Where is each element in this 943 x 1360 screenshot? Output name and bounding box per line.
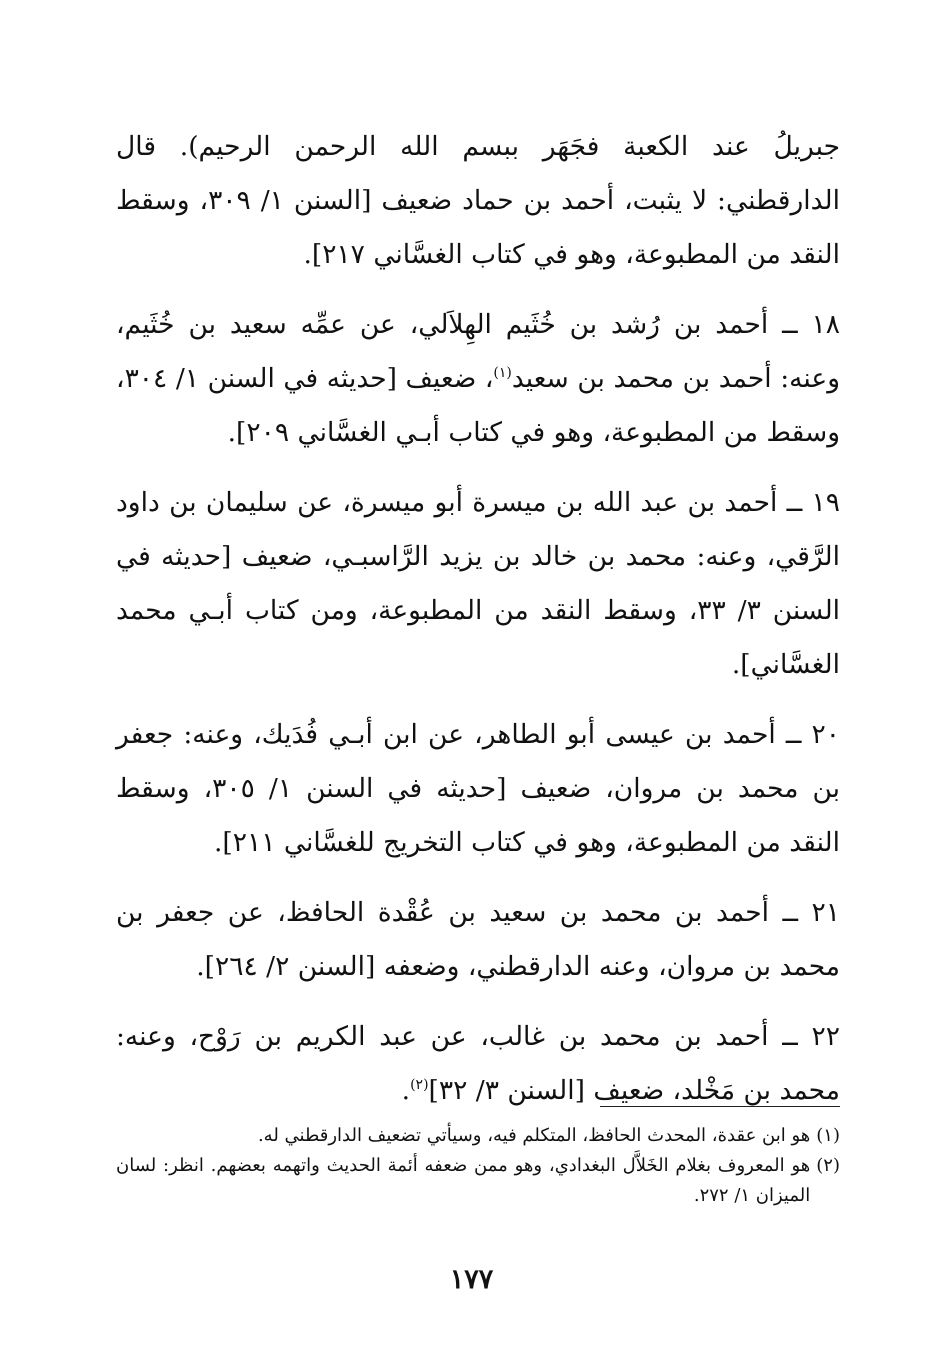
entry-18-text: ١٨ ــ أحمد بن رُشد بن خُثَيم الهِلاَلي، عن عمِّه سعيد بن خُثَيم، وعنه: أحمد بن محمد بن سعيد [116,309,840,394]
footnote-1-text: هو ابن عقدة، المحدث الحافظ، المتكلم فيه، وسيأتي تضعيف الدارقطني له. [257,1125,811,1146]
footnotes-section [116,1106,840,1211]
paragraph-intro [116,120,840,282]
entry-20-text: ٢٠ ــ أحمد بن عيسى أبو الطاهر، عن ابن أبـي فُدَيك، وعنه: جعفر بن محمد بن مروان، ضعيف [حديثه في السنن ١/ ٣٠٥، وسقط النقد من المطبوعة، وهو في كتاب التخريج للغسَّاني ٢١١]. [116,719,840,858]
entry-22-text: ٢٢ ــ أحمد بن محمد بن غالب، عن عبد الكريم بن رَوْح، وعنه: محمد بن مَخْلد، ضعيف [السنن ٣/ ٣٢] [116,1021,840,1106]
entry-21 [116,886,840,994]
footnote-ref-2[interactable]: (٢) [410,1077,429,1094]
footnote-2-text: هو المعروف بغلام الخَلاَّل البغدادي، وهو ممن ضعفه أئمة الحديث واتهمه بعضهم. انظر: لسان الميزان ١/ ٢٧٢. [116,1155,811,1206]
footnote-divider [600,1106,840,1107]
entry-18 [116,298,840,460]
footnote-ref-1[interactable]: (١) [493,365,512,382]
footnote-1-mark: (١) [816,1125,840,1146]
page-number: ١٧٧ [449,1264,494,1295]
entry-18-text-continued: ، ضعيف [حديثه في السنن ١/ ٣٠٤، وسقط من المطبوعة، وهو في كتاب أبـي الغسَّاني ٢٠٩]. [116,363,840,448]
entry-22-text-continued: . [401,1075,411,1106]
page-body [116,120,840,1134]
footnote-2 [116,1151,840,1211]
paragraph-intro-text: جبريلُ عند الكعبة فجَهَر ببسم الله الرحمن الرحيم). قال الدارقطني: لا يثبت، أحمد بن حماد ضعيف [السنن ١/ ٣٠٩، وسقط النقد من المطبوعة، وهو في كتاب الغسَّاني ٢١٧]. [116,131,840,270]
entry-19-text: ١٩ ــ أحمد بن عبد الله بن ميسرة أبو ميسرة، عن سليمان بن داود الرَّقي، وعنه: محمد بن خالد بن يزيد الرَّاسبـي، ضعيف [حديثه في السنن ٣/ ٣٣، وسقط النقد من المطبوعة، ومن كتاب أبـي محمد الغسَّاني]. [116,487,841,680]
footnote-2-mark: (٢) [816,1155,840,1176]
entry-22 [116,1010,840,1118]
entry-20 [116,708,840,870]
entry-19 [116,476,840,692]
footnote-1 [116,1121,840,1151]
entry-21-text: ٢١ ــ أحمد بن محمد بن سعيد بن عُقْدة الحافظ، عن جعفر بن محمد بن مروان، وعنه الدارقطني، وضعفه [السنن ٢/ ٢٦٤]. [116,897,840,982]
